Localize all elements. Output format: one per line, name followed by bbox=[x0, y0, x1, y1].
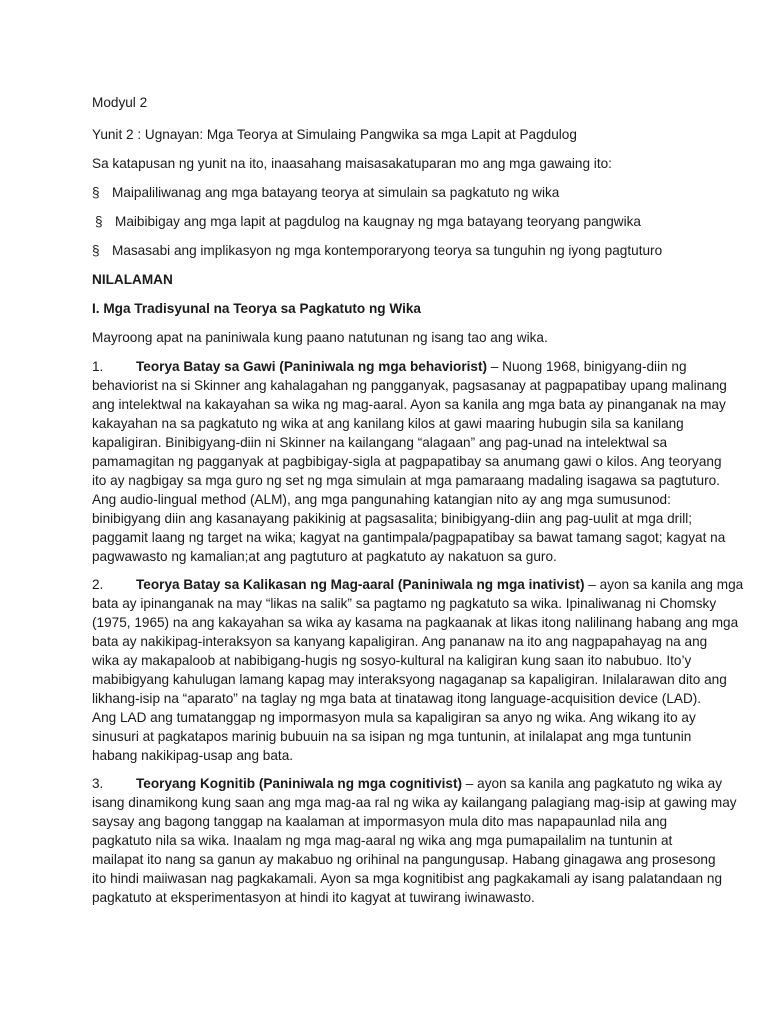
item-number: 2. bbox=[92, 577, 104, 592]
paragraph-line: pagkatuto at eksperimentasyon at hindi ito kagyat at tuwirang iwinawasto. bbox=[92, 890, 535, 905]
theory-title: Teorya Batay sa Kalikasan ng Mag-aaral (Paniniwala ng mga inativist) bbox=[136, 577, 585, 592]
bullet-symbol: § bbox=[92, 185, 100, 200]
paragraph-line: isang dinamikong kung saan ang mga mag-aa ral ng wika ay kailangang palagiang mag-isip at gawing may bbox=[92, 795, 737, 810]
paragraph-line: ito ay nagbigay sa mga guro ng set ng mga simulain at mga pamaraang madaling isagawa sa pagtuturo. bbox=[92, 473, 720, 488]
theory-paragraph-2 bbox=[92, 575, 744, 765]
paragraph-line: likhang-isip na “aparato” na taglay ng mga bata at tinatawag itong language-acquisition device (LAD). bbox=[92, 691, 702, 706]
paragraph-first-line bbox=[92, 575, 744, 594]
paragraph-line: Ang LAD ang tumatanggap ng impormasyon mula sa kapaligiran sa anyo ng wika. Ang wikang ito ay bbox=[92, 710, 696, 725]
objective-text: Masasabi ang implikasyon ng mga kontemporaryong teorya sa tunguhin ng iyong pagtuturo bbox=[112, 243, 663, 258]
bullet-symbol: § bbox=[95, 214, 103, 229]
theory-title: Teorya Batay sa Gawi (Paniniwala ng mga behaviorist) bbox=[136, 359, 488, 374]
paragraph-line: paggamit laang ng target na wika; kagyat na gantimpala/pagpapatibay sa bawat tamang sagot; kagyat na bbox=[92, 530, 726, 545]
section-intro: Mayroong apat na paniniwala kung paano natutunan ng isang tao ang wika. bbox=[92, 330, 548, 345]
paragraph-line: bata ay nakikipag-interaksyon sa kanyang kapaligiran. Ang pananaw na ito ang nagpapahayag na ang bbox=[92, 634, 708, 649]
paragraph-first-line bbox=[92, 774, 722, 793]
paragraph-line: pagkatuto nila sa wika. Inaalam ng mga mag-aaral ng wika ang mga pumapailalim na tuntunin at bbox=[92, 833, 673, 848]
paragraph-line: behaviorist na si Skinner ang kahalagahan ng pangganyak, pagsasanay at pagpapatibay upang malinang bbox=[92, 378, 727, 393]
paragraph-line: kakayahan na sa pagkatuto ng wika at ang kanilang kilos at gawi maaring hubugin sila sa kanilang bbox=[92, 416, 684, 431]
objectives-intro: Sa katapusan ng yunit na ito, inaasahang maisasakatuparan mo ang mga gawaing ito: bbox=[92, 156, 612, 171]
module-label: Modyul 2 bbox=[92, 95, 148, 110]
item-number: 1. bbox=[92, 359, 104, 374]
objective-item bbox=[92, 212, 692, 231]
paragraph-text: – Nuong 1968, binigyang-diin ng bbox=[487, 359, 687, 374]
objective-text: Maipaliliwanag ang mga batayang teorya at simulain sa pagkatuto ng wika bbox=[112, 185, 560, 200]
theory-title: Teoryang Kognitib (Paniniwala ng mga cognitivist) bbox=[136, 776, 463, 791]
section-heading: I. Mga Tradisyunal na Teorya sa Pagkatuto ng Wika bbox=[92, 301, 421, 316]
paragraph-line: saysay ang bagong tanggap na kaalaman at impormasyon mula dito mas napapaunlad nila ang bbox=[92, 814, 668, 829]
objective-item bbox=[92, 241, 692, 260]
paragraph-line: mailapat ito nang sa ganun ay makabuo ng orihinal na pangungusap. Habang ginagawa ang prosesong bbox=[92, 852, 716, 867]
document-page bbox=[92, 93, 744, 916]
paragraph-line: ang intelektwal na kakayahan sa wika ng mag-aaral. Ayon sa kanila ang mga bata ay pinanganak na may bbox=[92, 397, 726, 412]
paragraph-line: kapaligiran. Binibigyang-diin ni Skinner na kailangang “alagaan” ang pag-unad na intelektwal sa bbox=[92, 435, 668, 450]
bullet-symbol: § bbox=[92, 243, 100, 258]
objective-text: Maibibigay ang mga lapit at pagdulog na kaugnay ng mga batayang teoryang pangwika bbox=[115, 214, 641, 229]
paragraph-line: pagwawasto ng kamalian;at ang pagtuturo at pagkatuto ay nakatuon sa guro. bbox=[92, 549, 557, 564]
paragraph-line: sinusuri at pagkatapos marinig bubuuin na sa isipan ng mga tuntunin, at inilalapat ang mga tuntunin bbox=[92, 729, 692, 744]
item-number: 3. bbox=[92, 776, 104, 791]
paragraph-text: – ayon sa kanila ang mga bbox=[584, 577, 744, 592]
paragraph-line: binibigyang diin ang kasanayang pakikinig at pagsasalita; binibigyang-diin ang pag-uulit at mga drill; bbox=[92, 511, 693, 526]
content-heading: NILALAMAN bbox=[92, 272, 173, 287]
paragraph-text: – ayon sa kanila ang pagkatuto ng wika ay bbox=[462, 776, 722, 791]
unit-title: Yunit 2 : Ugnayan: Mga Teorya at Simulaing Pangwika sa mga Lapit at Pagdulog bbox=[92, 127, 577, 142]
paragraph-line: mabibigyang kahulugan lamang kapag may interaksyong nagaganap sa kapaligiran. Inilalarawan dito ang bbox=[92, 672, 727, 687]
theory-paragraph-3 bbox=[92, 774, 737, 907]
paragraph-line: ito hindi maiiwasan nag pagkakamali. Ayon sa mga kognitibist ang pagkakamali ay isang palatandaan ng bbox=[92, 871, 722, 886]
theory-paragraph-1 bbox=[92, 357, 727, 566]
paragraph-line: pamamagitan ng pagganyak at pagbibigay-sigla at pagpapatibay sa anumang gawi o kilos. Ang teoryang bbox=[92, 454, 722, 469]
paragraph-line: (1975, 1965) na ang kakayahan sa wika ay kasama na pagkaanak at likas itong nalilinang habang ang mga bbox=[92, 615, 739, 630]
objective-item bbox=[92, 183, 692, 202]
paragraph-first-line bbox=[92, 357, 692, 376]
paragraph-line: wika ay makapaloob at nabibigang-hugis ng sosyo-kultural na kaligiran kung saan ito nabubuo. Ito’y bbox=[92, 653, 692, 668]
paragraph-line: bata ay ipinanganak na may “likas na salik” sa pagtamo ng pagkatuto sa wika. Ipinaliwanag ni Chomsky bbox=[92, 596, 717, 611]
paragraph-line: Ang audio-lingual method (ALM), ang mga pangunahing katangian nito ay ang mga sumusunod: bbox=[92, 492, 671, 507]
paragraph-line: habang nakikipag-usap ang bata. bbox=[92, 748, 294, 763]
